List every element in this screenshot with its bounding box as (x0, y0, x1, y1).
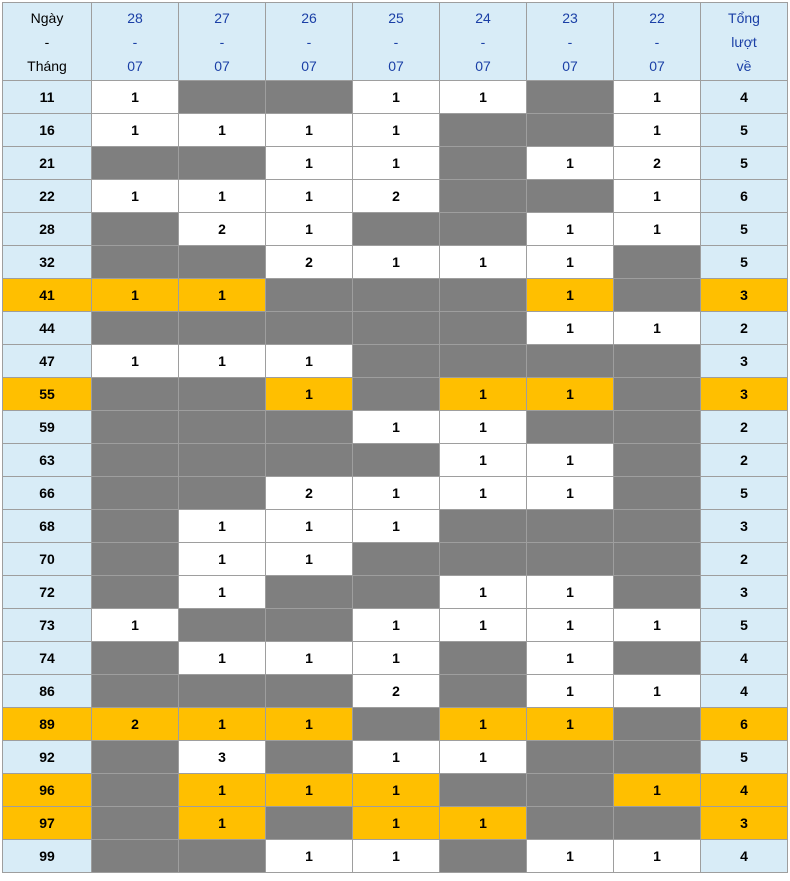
table-row (3, 246, 788, 279)
empty-cell (353, 708, 440, 741)
count-cell: 1 (353, 609, 440, 642)
count-cell: 1 (614, 774, 701, 807)
empty-cell (179, 378, 266, 411)
empty-cell (527, 774, 614, 807)
count-cell: 1 (527, 246, 614, 279)
empty-cell (614, 807, 701, 840)
count-cell: 2 (179, 213, 266, 246)
table-row (3, 411, 788, 444)
count-cell: 1 (527, 312, 614, 345)
count-cell: 1 (92, 345, 179, 378)
empty-cell (527, 510, 614, 543)
empty-cell (266, 411, 353, 444)
count-cell: 1 (353, 246, 440, 279)
table-row (3, 642, 788, 675)
count-cell: 1 (353, 642, 440, 675)
empty-cell (266, 81, 353, 114)
empty-cell (527, 411, 614, 444)
number-cell: 55 (3, 378, 92, 411)
date-month: 07 (649, 57, 665, 74)
empty-cell (179, 675, 266, 708)
total-cell: 5 (701, 609, 788, 642)
total-cell: 6 (701, 180, 788, 213)
date-sep: - (306, 33, 312, 50)
count-cell: 1 (179, 807, 266, 840)
count-cell: 1 (440, 246, 527, 279)
table-row (3, 543, 788, 576)
empty-cell (92, 774, 179, 807)
count-cell: 1 (527, 840, 614, 873)
count-cell: 1 (353, 840, 440, 873)
count-cell: 1 (353, 510, 440, 543)
count-cell: 1 (440, 741, 527, 774)
total-header-line: về (736, 57, 752, 74)
count-cell: 1 (266, 708, 353, 741)
date-header (92, 3, 179, 81)
empty-cell (179, 609, 266, 642)
count-cell: 1 (440, 378, 527, 411)
date-header (353, 3, 440, 81)
number-cell: 86 (3, 675, 92, 708)
count-cell: 1 (266, 180, 353, 213)
empty-cell (353, 345, 440, 378)
number-cell: 97 (3, 807, 92, 840)
empty-cell (266, 312, 353, 345)
date-month: 07 (127, 57, 143, 74)
count-cell: 1 (440, 576, 527, 609)
total-cell: 5 (701, 477, 788, 510)
date-month: 07 (301, 57, 317, 74)
number-cell: 73 (3, 609, 92, 642)
count-cell: 1 (266, 114, 353, 147)
empty-cell (92, 246, 179, 279)
count-cell: 1 (614, 675, 701, 708)
empty-cell (266, 576, 353, 609)
empty-cell (266, 741, 353, 774)
date-month: 07 (562, 57, 578, 74)
count-cell: 1 (179, 642, 266, 675)
date-day: 28 (127, 9, 143, 26)
count-cell: 1 (179, 279, 266, 312)
empty-cell (614, 510, 701, 543)
empty-cell (440, 510, 527, 543)
count-cell: 1 (353, 807, 440, 840)
empty-cell (353, 576, 440, 609)
empty-cell (614, 246, 701, 279)
count-cell: 2 (614, 147, 701, 180)
table-row (3, 180, 788, 213)
count-cell: 1 (614, 609, 701, 642)
total-header-line: Tổng (728, 9, 760, 26)
empty-cell (353, 543, 440, 576)
empty-cell (179, 147, 266, 180)
empty-cell (353, 378, 440, 411)
count-cell: 2 (92, 708, 179, 741)
count-cell: 1 (527, 378, 614, 411)
empty-cell (614, 642, 701, 675)
count-cell: 1 (179, 114, 266, 147)
number-cell: 68 (3, 510, 92, 543)
count-cell: 1 (527, 147, 614, 180)
date-month: 07 (388, 57, 404, 74)
total-cell: 2 (701, 312, 788, 345)
empty-cell (440, 312, 527, 345)
empty-cell (614, 411, 701, 444)
date-month: 07 (475, 57, 491, 74)
table-row (3, 675, 788, 708)
total-cell: 2 (701, 543, 788, 576)
empty-cell (440, 147, 527, 180)
count-cell: 1 (614, 180, 701, 213)
count-cell: 2 (353, 675, 440, 708)
date-header (440, 3, 527, 81)
count-cell: 1 (440, 444, 527, 477)
count-cell: 1 (353, 147, 440, 180)
total-cell: 3 (701, 279, 788, 312)
table-row (3, 81, 788, 114)
count-cell: 1 (266, 510, 353, 543)
count-cell: 1 (440, 411, 527, 444)
count-cell: 1 (179, 510, 266, 543)
empty-cell (614, 543, 701, 576)
corner-header (3, 3, 92, 81)
number-cell: 32 (3, 246, 92, 279)
total-cell: 4 (701, 642, 788, 675)
number-cell: 59 (3, 411, 92, 444)
count-cell: 1 (527, 609, 614, 642)
count-cell: 1 (353, 114, 440, 147)
count-cell: 1 (92, 609, 179, 642)
number-cell: 72 (3, 576, 92, 609)
date-sep: - (480, 33, 486, 50)
empty-cell (440, 114, 527, 147)
table-row (3, 312, 788, 345)
count-cell: 1 (353, 741, 440, 774)
count-cell: 3 (179, 741, 266, 774)
empty-cell (266, 807, 353, 840)
frequency-table (2, 2, 788, 873)
date-day: 22 (649, 9, 665, 26)
date-sep: - (219, 33, 225, 50)
count-cell: 2 (266, 477, 353, 510)
total-cell: 3 (701, 807, 788, 840)
empty-cell (92, 741, 179, 774)
table-row (3, 708, 788, 741)
count-cell: 1 (440, 477, 527, 510)
total-cell: 2 (701, 411, 788, 444)
number-cell: 74 (3, 642, 92, 675)
empty-cell (266, 675, 353, 708)
total-cell: 5 (701, 741, 788, 774)
total-header (701, 3, 788, 81)
count-cell: 1 (614, 81, 701, 114)
empty-cell (527, 345, 614, 378)
count-cell: 1 (527, 213, 614, 246)
empty-cell (440, 213, 527, 246)
empty-cell (440, 279, 527, 312)
count-cell: 1 (179, 345, 266, 378)
empty-cell (92, 840, 179, 873)
count-cell: 1 (179, 576, 266, 609)
count-cell: 1 (527, 576, 614, 609)
empty-cell (179, 81, 266, 114)
table-row (3, 576, 788, 609)
empty-cell (92, 675, 179, 708)
table-row (3, 345, 788, 378)
number-cell: 16 (3, 114, 92, 147)
empty-cell (440, 675, 527, 708)
empty-cell (92, 576, 179, 609)
empty-cell (614, 477, 701, 510)
empty-cell (614, 378, 701, 411)
number-cell: 92 (3, 741, 92, 774)
count-cell: 1 (614, 114, 701, 147)
total-cell: 6 (701, 708, 788, 741)
empty-cell (92, 378, 179, 411)
empty-cell (440, 345, 527, 378)
table-row (3, 774, 788, 807)
empty-cell (92, 411, 179, 444)
count-cell: 1 (353, 81, 440, 114)
count-cell: 1 (266, 345, 353, 378)
date-sep: - (567, 33, 573, 50)
empty-cell (353, 279, 440, 312)
date-header (266, 3, 353, 81)
empty-cell (527, 114, 614, 147)
number-cell: 63 (3, 444, 92, 477)
total-cell: 4 (701, 81, 788, 114)
empty-cell (92, 444, 179, 477)
number-cell: 47 (3, 345, 92, 378)
date-sep: - (132, 33, 138, 50)
total-cell: 5 (701, 114, 788, 147)
number-cell: 28 (3, 213, 92, 246)
empty-cell (179, 411, 266, 444)
empty-cell (527, 807, 614, 840)
count-cell: 1 (527, 675, 614, 708)
count-cell: 1 (353, 477, 440, 510)
table-row (3, 807, 788, 840)
total-cell: 3 (701, 378, 788, 411)
date-day: 26 (301, 9, 317, 26)
empty-cell (266, 609, 353, 642)
date-header (527, 3, 614, 81)
empty-cell (527, 81, 614, 114)
date-header (614, 3, 701, 81)
table-body (3, 81, 788, 873)
count-cell: 1 (92, 81, 179, 114)
empty-cell (353, 312, 440, 345)
table-row (3, 609, 788, 642)
empty-cell (92, 510, 179, 543)
total-cell: 3 (701, 345, 788, 378)
total-cell: 4 (701, 840, 788, 873)
total-cell: 3 (701, 576, 788, 609)
number-cell: 89 (3, 708, 92, 741)
total-cell: 5 (701, 213, 788, 246)
count-cell: 1 (527, 642, 614, 675)
empty-cell (614, 345, 701, 378)
count-cell: 1 (440, 807, 527, 840)
corner-line: - (44, 33, 50, 50)
count-cell: 1 (614, 312, 701, 345)
count-cell: 1 (179, 543, 266, 576)
empty-cell (614, 279, 701, 312)
count-cell: 1 (266, 147, 353, 180)
count-cell: 1 (614, 213, 701, 246)
empty-cell (92, 477, 179, 510)
date-sep: - (654, 33, 660, 50)
table-row (3, 510, 788, 543)
date-header (179, 3, 266, 81)
count-cell: 1 (440, 708, 527, 741)
count-cell: 1 (353, 774, 440, 807)
table-row (3, 213, 788, 246)
empty-cell (266, 279, 353, 312)
total-cell: 3 (701, 510, 788, 543)
empty-cell (179, 477, 266, 510)
empty-cell (179, 840, 266, 873)
total-header-line: lượt (731, 33, 757, 50)
empty-cell (92, 642, 179, 675)
count-cell: 1 (266, 774, 353, 807)
count-cell: 1 (179, 708, 266, 741)
count-cell: 2 (353, 180, 440, 213)
count-cell: 1 (179, 180, 266, 213)
empty-cell (92, 807, 179, 840)
count-cell: 1 (92, 279, 179, 312)
date-month: 07 (214, 57, 230, 74)
empty-cell (92, 543, 179, 576)
count-cell: 1 (440, 609, 527, 642)
count-cell: 1 (266, 543, 353, 576)
empty-cell (614, 444, 701, 477)
total-cell: 5 (701, 147, 788, 180)
header-row (3, 3, 788, 81)
number-cell: 44 (3, 312, 92, 345)
empty-cell (614, 741, 701, 774)
number-cell: 70 (3, 543, 92, 576)
table-row (3, 147, 788, 180)
corner-line: Ngày (30, 9, 64, 26)
number-cell: 66 (3, 477, 92, 510)
corner-line: Tháng (27, 57, 67, 74)
count-cell: 1 (527, 279, 614, 312)
table-row (3, 840, 788, 873)
total-cell: 2 (701, 444, 788, 477)
total-cell: 5 (701, 246, 788, 279)
number-cell: 21 (3, 147, 92, 180)
table-row (3, 444, 788, 477)
empty-cell (614, 708, 701, 741)
count-cell: 1 (527, 477, 614, 510)
number-cell: 41 (3, 279, 92, 312)
date-day: 24 (475, 9, 491, 26)
count-cell: 1 (92, 114, 179, 147)
table-row (3, 114, 788, 147)
count-cell: 1 (266, 840, 353, 873)
count-cell: 2 (266, 246, 353, 279)
empty-cell (440, 642, 527, 675)
table-row (3, 378, 788, 411)
count-cell: 1 (353, 411, 440, 444)
table-row (3, 279, 788, 312)
empty-cell (92, 147, 179, 180)
empty-cell (440, 774, 527, 807)
empty-cell (440, 840, 527, 873)
empty-cell (353, 213, 440, 246)
empty-cell (179, 444, 266, 477)
count-cell: 1 (527, 708, 614, 741)
empty-cell (353, 444, 440, 477)
date-day: 23 (562, 9, 578, 26)
count-cell: 1 (92, 180, 179, 213)
empty-cell (527, 543, 614, 576)
number-cell: 22 (3, 180, 92, 213)
empty-cell (527, 741, 614, 774)
count-cell: 1 (527, 444, 614, 477)
date-sep: - (393, 33, 399, 50)
count-cell: 1 (266, 378, 353, 411)
count-cell: 1 (266, 642, 353, 675)
empty-cell (179, 312, 266, 345)
empty-cell (527, 180, 614, 213)
table-row (3, 741, 788, 774)
count-cell: 1 (179, 774, 266, 807)
empty-cell (92, 213, 179, 246)
empty-cell (179, 246, 266, 279)
count-cell: 1 (614, 840, 701, 873)
empty-cell (92, 312, 179, 345)
empty-cell (440, 180, 527, 213)
number-cell: 11 (3, 81, 92, 114)
count-cell: 1 (266, 213, 353, 246)
empty-cell (266, 444, 353, 477)
total-cell: 4 (701, 675, 788, 708)
table-row (3, 477, 788, 510)
empty-cell (614, 576, 701, 609)
empty-cell (440, 543, 527, 576)
date-day: 25 (388, 9, 404, 26)
number-cell: 99 (3, 840, 92, 873)
number-cell: 96 (3, 774, 92, 807)
count-cell: 1 (440, 81, 527, 114)
date-day: 27 (214, 9, 230, 26)
total-cell: 4 (701, 774, 788, 807)
